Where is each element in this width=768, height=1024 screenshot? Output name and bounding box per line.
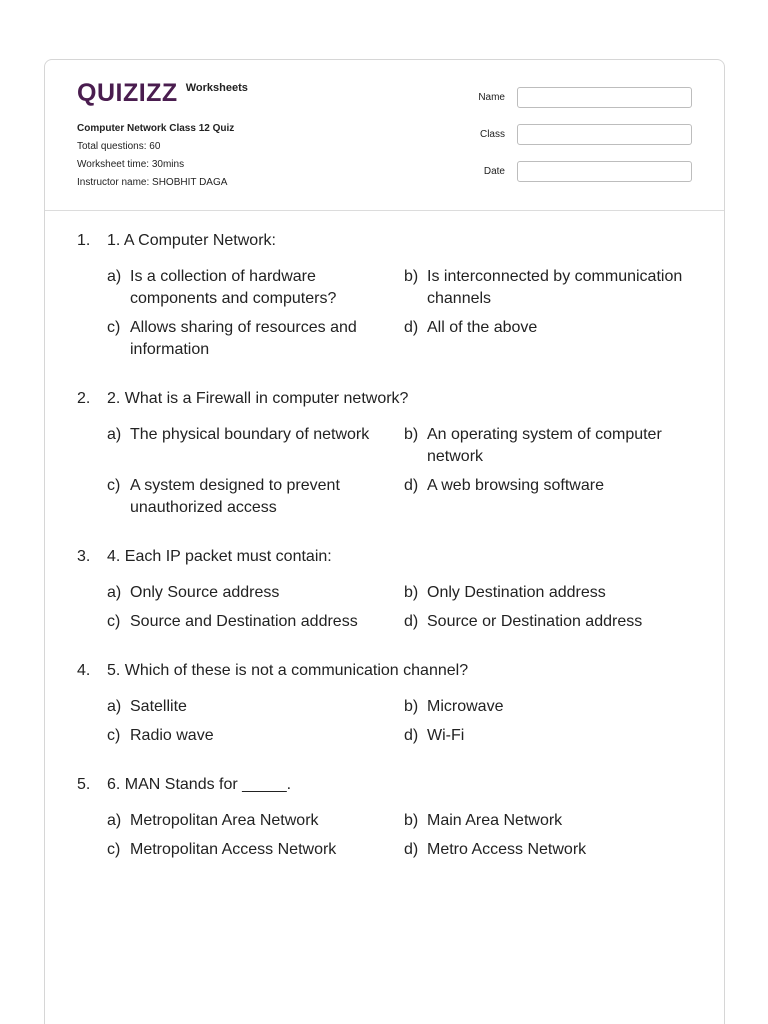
name-field-row [465,86,692,109]
option-d [404,611,704,633]
option-grid [107,582,697,633]
quizizz-logo: QUIZIZZ [77,79,178,107]
question-heading [77,230,697,252]
question-item [77,774,697,861]
option-letter: c) [107,477,121,494]
option-letter: a) [107,812,122,829]
class-label: Class [479,129,505,140]
worksheet-time: Worksheet time: 30mins [77,159,185,170]
option-letter: c) [107,727,121,744]
option-text: Metro Access Network [427,841,587,858]
option-letter: a) [107,584,122,601]
question-number: 5. [77,776,91,793]
question-text: 6. MAN Stands for _____. [107,776,292,793]
worksheet-meta [77,120,234,192]
option-c [107,475,404,519]
option-b [404,810,704,832]
option-text: A web browsing software [427,477,604,494]
question-number: 1. [77,232,91,249]
option-text: Is interconnected by communication channels [427,268,683,307]
question-heading [77,546,697,568]
option-grid [107,424,697,519]
option-c [107,725,404,747]
student-fields [465,86,692,197]
logo-subtitle: Worksheets [185,82,248,94]
option-text: Is a collection of hardware components and computers? [130,268,337,307]
option-grid [107,696,697,747]
option-letter: c) [107,613,121,630]
date-label: Date [483,166,505,177]
option-letter: c) [107,841,121,858]
question-list [77,230,697,888]
option-text: Microwave [427,698,504,715]
option-d [404,725,704,747]
option-b [404,266,704,310]
question-text: 4. Each IP packet must contain: [107,548,332,565]
question-text: 5. Which of these is not a communication channel? [107,662,469,679]
option-text: Radio wave [130,727,214,744]
option-text: Allows sharing of resources and information [130,319,357,358]
option-c [107,611,404,633]
option-letter: b) [404,812,419,829]
option-text: Source and Destination address [130,613,358,630]
option-letter: c) [107,319,121,336]
question-heading [77,660,697,682]
question-text: 1. A Computer Network: [107,232,276,249]
worksheet-title: Computer Network Class 12 Quiz [77,123,235,134]
question-item [77,388,697,519]
question-heading [77,388,697,410]
option-a [107,266,404,310]
option-text: Satellite [130,698,187,715]
option-letter: b) [404,698,419,715]
option-a [107,424,404,468]
option-text: The physical boundary of network [130,426,370,443]
option-c [107,839,404,861]
option-letter: a) [107,268,122,285]
option-letter: b) [404,584,419,601]
worksheet-page [44,59,725,1024]
question-heading [77,774,697,796]
date-field-row [465,160,692,183]
option-text: Only Source address [130,584,280,601]
name-field[interactable] [517,87,692,108]
option-letter: b) [404,426,419,443]
option-a [107,582,404,604]
question-item [77,230,697,361]
option-text: An operating system of computer network [427,426,662,465]
option-letter: d) [404,319,419,336]
date-field[interactable] [517,161,692,182]
option-text: Metropolitan Area Network [130,812,319,829]
option-grid [107,810,697,861]
option-d [404,839,704,861]
option-text: All of the above [427,319,538,336]
option-b [404,582,704,604]
option-text: Source or Destination address [427,613,643,630]
option-letter: b) [404,268,419,285]
option-grid [107,266,697,361]
option-b [404,424,704,468]
option-letter: d) [404,727,419,744]
brand [77,80,248,106]
option-letter: a) [107,698,122,715]
question-number: 3. [77,548,91,565]
option-b [404,696,704,718]
class-field[interactable] [517,124,692,145]
option-text: Wi-Fi [427,727,465,744]
worksheet-header [45,60,724,211]
option-c [107,317,404,361]
option-letter: d) [404,613,419,630]
option-letter: d) [404,841,419,858]
instructor-name: Instructor name: SHOBHIT DAGA [77,177,228,188]
option-a [107,696,404,718]
question-item [77,660,697,747]
total-questions: Total questions: 60 [77,141,161,152]
class-field-row [465,123,692,146]
option-d [404,475,704,519]
option-text: Main Area Network [427,812,563,829]
name-label: Name [478,92,505,103]
question-number: 2. [77,390,91,407]
option-d [404,317,704,361]
option-letter: d) [404,477,419,494]
option-text: Metropolitan Access Network [130,841,337,858]
option-a [107,810,404,832]
option-text: A system designed to prevent unauthorized access [130,477,340,516]
option-letter: a) [107,426,122,443]
option-text: Only Destination address [427,584,606,601]
question-text: 2. What is a Firewall in computer network? [107,390,409,407]
question-item [77,546,697,633]
question-number: 4. [77,662,91,679]
